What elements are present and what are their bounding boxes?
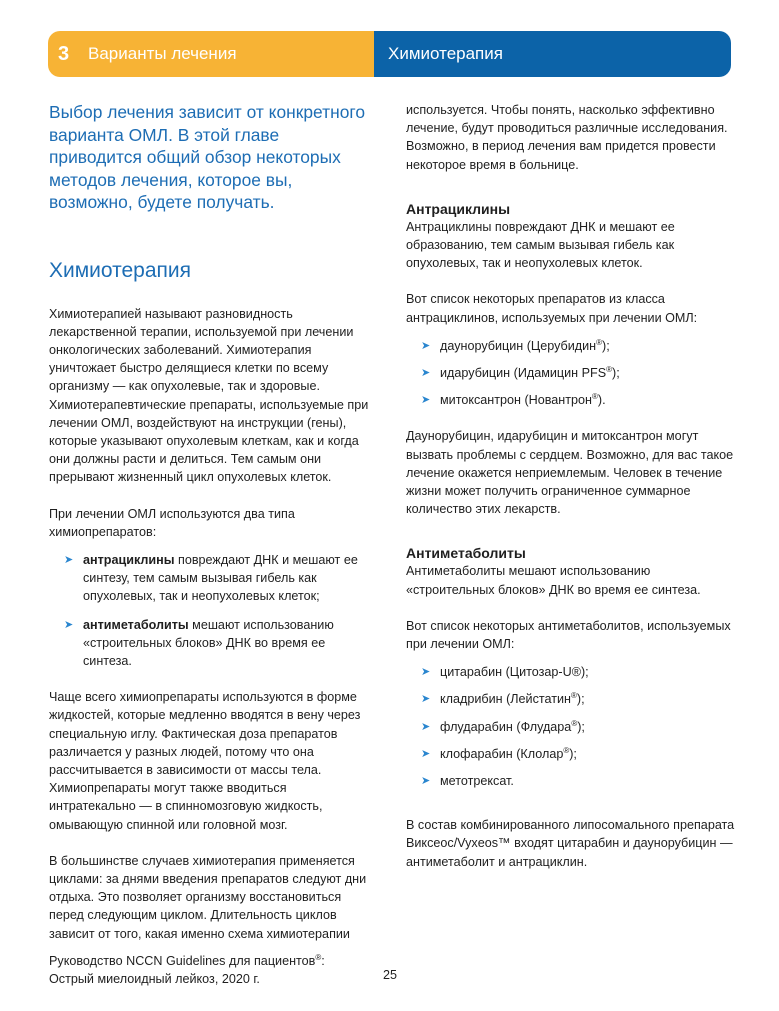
list-item-tail: ); bbox=[602, 338, 610, 353]
chevron-right-icon: ➤ bbox=[421, 747, 431, 760]
list-item-text: мешают использованию «строительных блоков» ДНК во время ее синтеза. bbox=[83, 617, 334, 668]
antimetabolites-heading: Антиметаболиты bbox=[406, 545, 526, 562]
paragraph: В большинстве случаев химиотерапия применяется циклами: за днями введения препаратов следуют дни отдыха. Это позволяет организму восстановиться перед следующим циклом. Длительность циклов зависит от того, какая именно схема химиотерапии bbox=[49, 853, 367, 941]
term: антрациклины bbox=[83, 552, 175, 567]
chapter-header bbox=[48, 31, 731, 77]
registered-mark: ® bbox=[315, 952, 322, 962]
list-item bbox=[49, 616, 371, 671]
footer-disease-title: Острый миелоидный лейкоз, 2020 г. bbox=[49, 972, 260, 986]
list-item-text: даунорубицин (Церубидин bbox=[440, 338, 597, 353]
chevron-right-icon: ➤ bbox=[421, 775, 431, 788]
intro-paragraph: Выбор лечения зависит от конкретного варианта ОМЛ. В этой главе приводится общий обзор некоторых методов лечения, которое вы, возможно, будете получать. bbox=[49, 102, 365, 212]
footer-line: Руководство NCCN Guidelines для пациентов bbox=[49, 954, 316, 968]
paragraph: используется. Чтобы понять, насколько эффективно лечение, будут проводиться различные исследования. Возможно, в период лечения вам придется провести некоторое время в больнице. bbox=[406, 103, 728, 172]
list-item-tail: ). bbox=[597, 393, 606, 408]
paragraph: Антрациклины повреждают ДНК и мешают ее образованию, тем самым вызывая гибель как опухолевых, так и неопухолевых клеток. bbox=[406, 219, 675, 271]
chevron-right-icon: ➤ bbox=[421, 693, 431, 706]
paragraph: Химиотерапией называют разновидность лекарственной терапии, используемой при лечении онкологических заболеваний. Химиотерапия уничтожает быстро делящиеся клетки по всему организму — как опухолевые, так и здоровые. Химиотерапевтические препараты, используемые при лечении ОМЛ, воздействуют на инструкции (гены), которые указывают опухолевым клеткам, как и когда они должны расти и делиться. Тем самым они прерывают жизненный цикл опухолевых клеток. bbox=[49, 306, 369, 485]
list-item-text: цитарабин (Цитозар-U®); bbox=[440, 665, 589, 680]
paragraph: Вот список некоторых препаратов из класса антрациклинов, используемых при лечении ОМЛ: bbox=[406, 292, 698, 325]
chapter-number: 3 bbox=[58, 43, 70, 65]
list-item bbox=[406, 772, 736, 790]
antimetabolites-list bbox=[406, 663, 736, 790]
list-item bbox=[406, 718, 736, 736]
registered-mark: ® bbox=[571, 691, 577, 701]
page-footer bbox=[49, 952, 325, 988]
chevron-right-icon: ➤ bbox=[421, 666, 431, 679]
registered-mark: ® bbox=[571, 718, 578, 728]
list-item-text: флударабин (Флудара bbox=[440, 719, 572, 734]
right-column bbox=[406, 101, 736, 871]
section-tab bbox=[48, 31, 374, 77]
list-item bbox=[49, 551, 371, 606]
list-item-tail: ); bbox=[612, 366, 620, 381]
list-item bbox=[406, 690, 736, 708]
chevron-right-icon: ➤ bbox=[421, 339, 431, 352]
registered-mark: ® bbox=[606, 364, 613, 374]
list-item-text: идарубицин (Идамицин PFS bbox=[440, 366, 607, 381]
list-item-text: метотрексат. bbox=[440, 774, 514, 789]
section-heading: Химиотерапия bbox=[49, 258, 192, 282]
registered-mark: ® bbox=[596, 337, 603, 347]
anthracyclines-list bbox=[406, 337, 736, 410]
list-item bbox=[406, 364, 736, 382]
chapter-title: Химиотерапия bbox=[388, 44, 503, 63]
list-item-text: клофарабин (Клолар bbox=[440, 746, 564, 761]
list-item bbox=[406, 745, 736, 763]
paragraph: При лечении ОМЛ используются два типа химиопрепаратов: bbox=[49, 506, 295, 539]
chevron-right-icon: ➤ bbox=[421, 394, 431, 407]
list-item bbox=[406, 663, 736, 681]
paragraph: Антиметаболиты мешают использованию «строительных блоков» ДНК во время ее синтеза. bbox=[406, 564, 701, 597]
page-number: 25 bbox=[383, 968, 398, 982]
chevron-right-icon: ➤ bbox=[64, 618, 74, 631]
paragraph: Чаще всего химиопрепараты используются в форме жидкостей, которые медленно вводятся в вену через специальную иглу. Фактическая доза препаратов различается у разных людей, потому что она рассчитывается в зависимости от массы тела. Химиопрепараты могут также вводиться интратекально — в спинномозговую жидкость, омывающую спинной или головной мозг. bbox=[49, 690, 361, 832]
list-item bbox=[406, 391, 736, 409]
section-title: Варианты лечения bbox=[88, 44, 237, 63]
list-item-tail: ); bbox=[569, 746, 577, 761]
chevron-right-icon: ➤ bbox=[421, 720, 431, 733]
registered-mark: ® bbox=[563, 745, 570, 755]
anthracyclines-heading: Антрациклины bbox=[406, 200, 511, 217]
list-item-text: повреждают ДНК и мешают ее синтезу, тем самым вызывая гибель как опухолевых, так и неопухолевых клеток; bbox=[83, 552, 358, 604]
chevron-right-icon: ➤ bbox=[421, 367, 431, 380]
list-item bbox=[406, 337, 736, 355]
registered-mark: ® bbox=[592, 392, 598, 402]
list-item-text: митоксантрон (Новантрон bbox=[440, 393, 592, 408]
paragraph: Даунорубицин, идарубицин и митоксантрон могут вызвать проблемы с сердцем. Возможно, для вас такое лечение окажется неприемлемым. Человек в течение жизни может получить ограниченное суммарное количество этих лекарств. bbox=[406, 429, 734, 517]
footer-line-tail: : bbox=[321, 954, 325, 968]
list-item-tail: ); bbox=[577, 719, 585, 734]
types-list bbox=[49, 551, 371, 670]
left-column bbox=[49, 101, 371, 943]
list-item-tail: ); bbox=[576, 692, 585, 707]
chapter-tab bbox=[374, 31, 731, 77]
chevron-right-icon: ➤ bbox=[64, 553, 74, 566]
footer-guide-title bbox=[49, 952, 325, 970]
paragraph: В состав комбинированного липосомального препарата Виксеос/Vyxeos™ входят цитарабин и даунорубицин — антиметаболит и антрациклин. bbox=[406, 818, 735, 869]
term: антиметаболиты bbox=[83, 617, 189, 632]
paragraph: Вот список некоторых антиметаболитов, используемых при лечении ОМЛ: bbox=[406, 618, 731, 652]
list-item-text: кладрибин (Лейстатин bbox=[440, 692, 571, 707]
